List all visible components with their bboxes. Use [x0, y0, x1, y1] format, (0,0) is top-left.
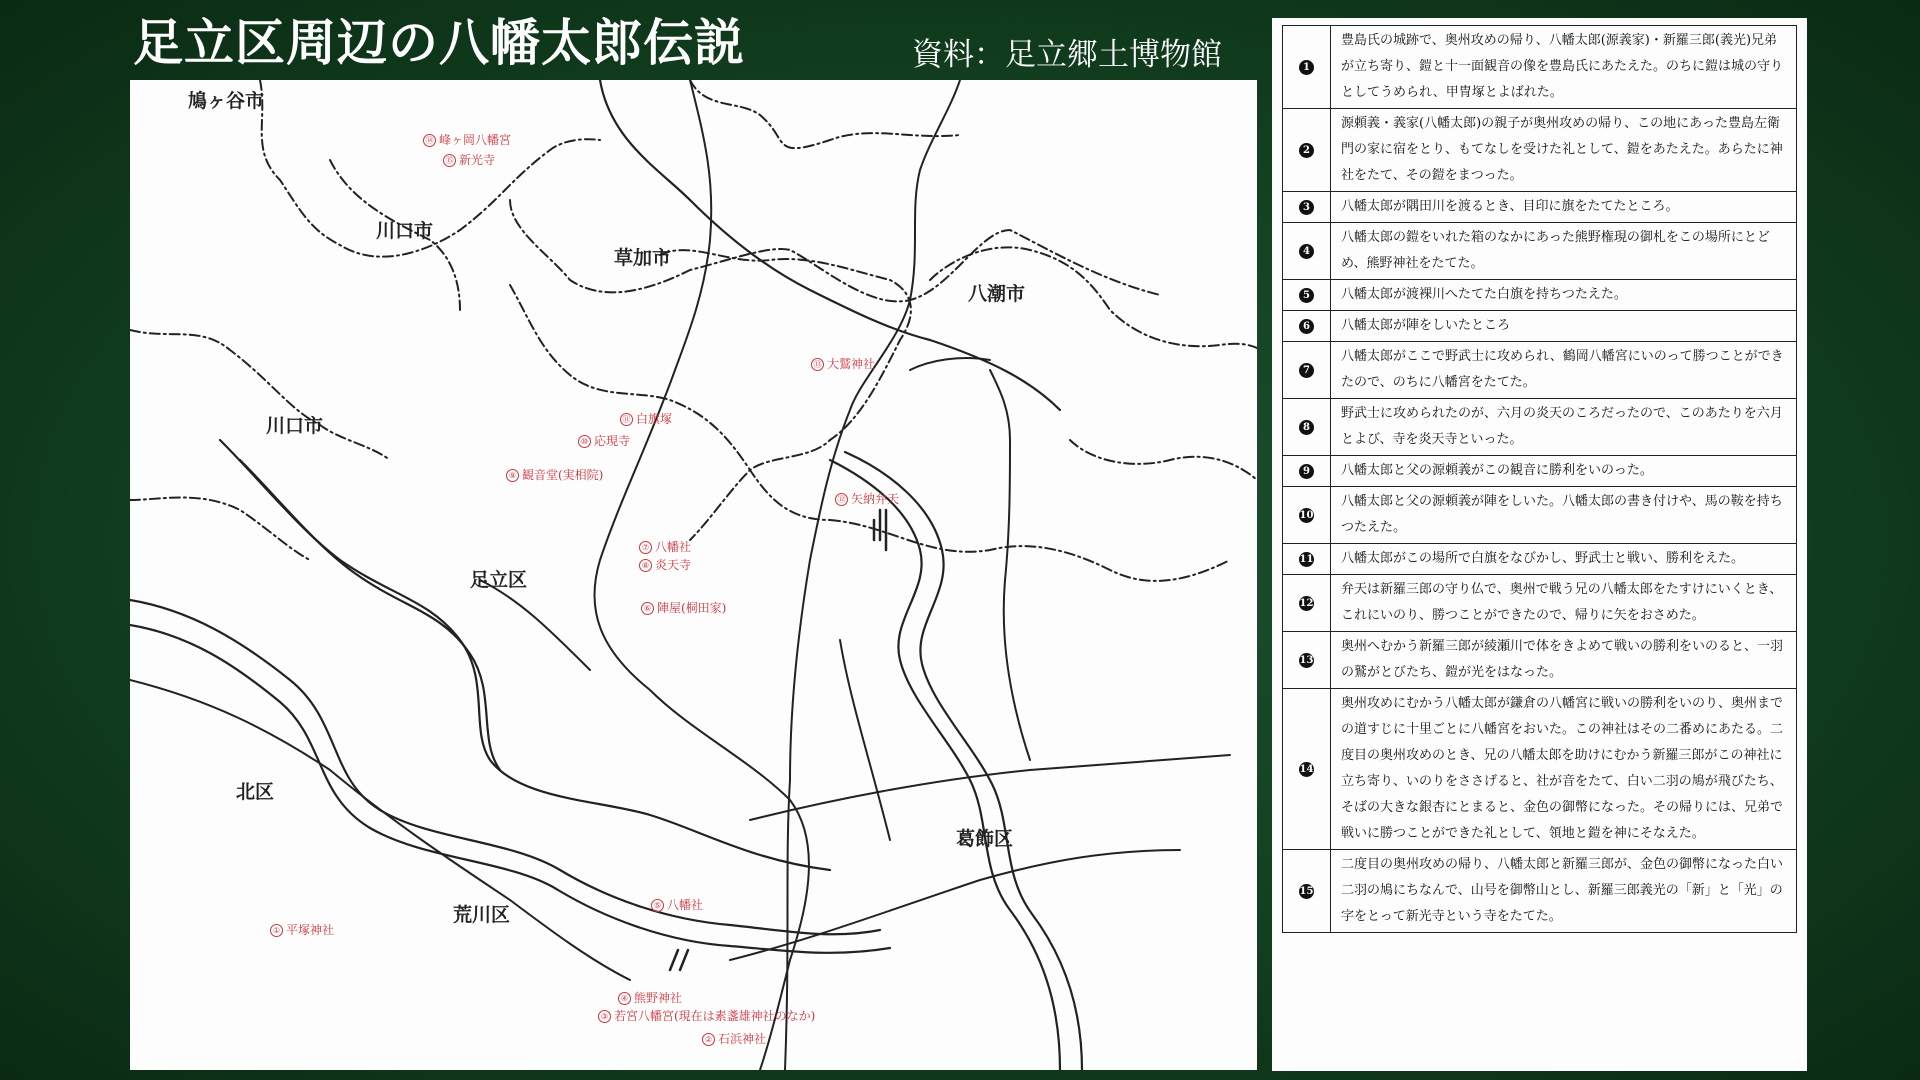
legend-text: 奥州攻めにむかう八幡太郎が鎌倉の八幡宮に戦いの勝利をいのり、奥州までの道すじに十里ごとに八幡宮をおいた。この神社はその二番めにあたる。二度目の奥州攻めのとき、兄の八幡太郎を助けにむかう新羅三郎がこの神社に立ち寄り、いのりをささげると、社が音をたて、白い二羽の鳩が飛びたち、そばの大きな銀杏にとまると、金色の御幣になった。その帰りには、兄弟で戦いに勝つことができた礼として、領地と鎧を神にそなえた。: [1331, 689, 1797, 850]
legend-number-badge: 6: [1299, 319, 1314, 334]
area-label-kawaguchi: 川口市: [376, 220, 434, 242]
legend-number-badge: 7: [1299, 363, 1314, 378]
site-label-14: ⑭ 峰ヶ岡八幡宮: [423, 131, 511, 148]
legend-number-badge: 3: [1299, 200, 1314, 215]
legend-table: [1282, 25, 1797, 933]
legend-text: 源頼義・義家(八幡太郎)の親子が奥州攻めの帰り、この地にあった豊島左衛門の家に宿をとり、もてなしを受けた礼として、鎧をあたえた。あらたに神社をたて、その鎧をまつった。: [1331, 109, 1797, 192]
legend-number: [1283, 632, 1331, 689]
legend-row: [1283, 632, 1797, 689]
legend-text: 奥州へむかう新羅三郎が綾瀬川で体をきよめて戦いの勝利をいのると、一羽の鷲がとびたち、鎧が光をはなった。: [1331, 632, 1797, 689]
legend-text: 二度目の奥州攻めの帰り、八幡太郎と新羅三郎が、金色の御幣になった白い二羽の鳩にちなんで、山号を御幣山とし、新羅三郎義光の「新」と「光」の字をとって新光寺という寺をたてた。: [1331, 850, 1797, 933]
site-label-9: ⑨ 観音堂(実相院): [506, 466, 603, 483]
area-label-yashio: 八潮市: [968, 283, 1026, 305]
legend-text: 八幡太郎と父の源頼義がこの観音に勝利をいのった。: [1331, 456, 1797, 487]
site-label-5: ⑤ 八幡社: [651, 896, 703, 913]
legend-number: [1283, 544, 1331, 575]
legend-text: 弁天は新羅三郎の守り仏で、奥州で戦う兄の八幡太郎をたすけにいくとき、これにいのり、勝つことができたので、帰りに矢をおさめた。: [1331, 575, 1797, 632]
legend-text: 豊島氏の城跡で、奥州攻めの帰り、八幡太郎(源義家)・新羅三郎(義光)兄弟が立ち寄り、鎧と十一面観音の像を豊島氏にあたえた。のちに鎧は城の守りとしてうめられ、甲冑塚とよばれた。: [1331, 26, 1797, 109]
site-label-10: ⑩ 応現寺: [578, 432, 630, 449]
legend-number: [1283, 192, 1331, 223]
legend-row: [1283, 26, 1797, 109]
legend-number-badge: 14: [1299, 764, 1314, 775]
site-label-11: ⑪ 白旗塚: [620, 410, 672, 427]
legend-number: [1283, 850, 1331, 933]
legend-number: [1283, 26, 1331, 109]
legend-row: [1283, 487, 1797, 544]
site-label-3: ③ 若宮八幡宮(現在は素盞雄神社のなか): [598, 1007, 815, 1024]
legend-number-badge: 9: [1299, 464, 1314, 479]
legend-text: 八幡太郎が渡裸川へたてた白旗を持ちつたえた。: [1331, 280, 1797, 311]
legend-text: 八幡太郎と父の源頼義が陣をしいた。八幡太郎の書き付けや、馬の鞍を持ちつたえた。: [1331, 487, 1797, 544]
legend-number-badge: 1: [1299, 60, 1314, 75]
site-label-1: ① 平塚神社: [270, 921, 334, 938]
legend-number: [1283, 575, 1331, 632]
site-label-13: ⑬ 大鷲神社: [811, 355, 875, 372]
legend-row: [1283, 544, 1797, 575]
area-label-adachi: 足立区: [470, 569, 528, 591]
area-label-katsushika: 葛飾区: [956, 828, 1014, 850]
legend-number: [1283, 311, 1331, 342]
legend-number: [1283, 342, 1331, 399]
legend-number-badge: 15: [1299, 886, 1314, 897]
legend-row: [1283, 456, 1797, 487]
legend-number-badge: 5: [1299, 288, 1314, 303]
site-label-12: ⑫ 矢納弁天: [835, 490, 899, 507]
area-label-hatogaya: 鳩ヶ谷市: [188, 90, 265, 112]
legend-text: 八幡太郎が隅田川を渡るとき、目印に旗をたてたところ。: [1331, 192, 1797, 223]
site-label-7: ⑦ 八幡社: [639, 538, 691, 555]
boundary-lines: [130, 80, 1257, 581]
legend-row: [1283, 192, 1797, 223]
legend-panel: [1272, 18, 1807, 1071]
legend-number: [1283, 223, 1331, 280]
area-label-soka: 草加市: [614, 247, 672, 269]
legend-row: [1283, 342, 1797, 399]
legend-row: [1283, 575, 1797, 632]
legend-text: 八幡太郎が陣をしいたところ: [1331, 311, 1797, 342]
site-label-4: ④ 熊野神社: [618, 989, 682, 1006]
legend-text: 八幡太郎がここで野武士に攻められ、鶴岡八幡宮にいのって勝つことができたので、のちに八幡宮をたてた。: [1331, 342, 1797, 399]
legend-row: [1283, 850, 1797, 933]
site-label-6: ⑥ 陣屋(桐田家): [641, 599, 726, 616]
legend-number: [1283, 689, 1331, 850]
page-title: 足立区周辺の八幡太郎伝説: [133, 14, 745, 72]
legend-row: [1283, 280, 1797, 311]
legend-number: [1283, 109, 1331, 192]
legend-number-badge: 8: [1299, 420, 1314, 435]
area-label-kawaguchi-west: 川口市: [266, 415, 324, 437]
legend-row: [1283, 223, 1797, 280]
legend-number: [1283, 456, 1331, 487]
legend-number-badge: 2: [1299, 143, 1314, 158]
site-label-8: ⑧ 炎天寺: [639, 556, 691, 573]
legend-row: [1283, 689, 1797, 850]
legend-number-badge: 13: [1299, 655, 1314, 666]
legend-number: [1283, 487, 1331, 544]
area-label-arakawa: 荒川区: [453, 904, 511, 926]
legend-number-badge: 4: [1299, 244, 1314, 259]
legend-number: [1283, 399, 1331, 456]
legend-number-badge: 10: [1299, 510, 1314, 521]
legend-row: [1283, 399, 1797, 456]
site-label-15: ⑮ 新光寺: [443, 151, 495, 168]
legend-text: 八幡太郎の鎧をいれた箱のなかにあった熊野権現の御札をこの場所にとどめ、熊野神社をたてた。: [1331, 223, 1797, 280]
legend-number: [1283, 280, 1331, 311]
legend-row: [1283, 311, 1797, 342]
source-credit: 資料：足立郷土博物館: [912, 37, 1222, 73]
legend-text: 野武士に攻められたのが、六月の炎天のころだったので、このあたりを六月とよび、寺を炎天寺といった。: [1331, 399, 1797, 456]
legend-map: [130, 80, 1257, 1070]
legend-number-badge: 12: [1299, 598, 1314, 609]
site-label-2: ② 石浜神社: [702, 1030, 766, 1047]
area-label-kita: 北区: [236, 781, 275, 803]
legend-row: [1283, 109, 1797, 192]
legend-number-badge: 11: [1299, 554, 1314, 565]
legend-text: 八幡太郎がこの場所で白旗をなびかし、野武士と戦い、勝利をえた。: [1331, 544, 1797, 575]
